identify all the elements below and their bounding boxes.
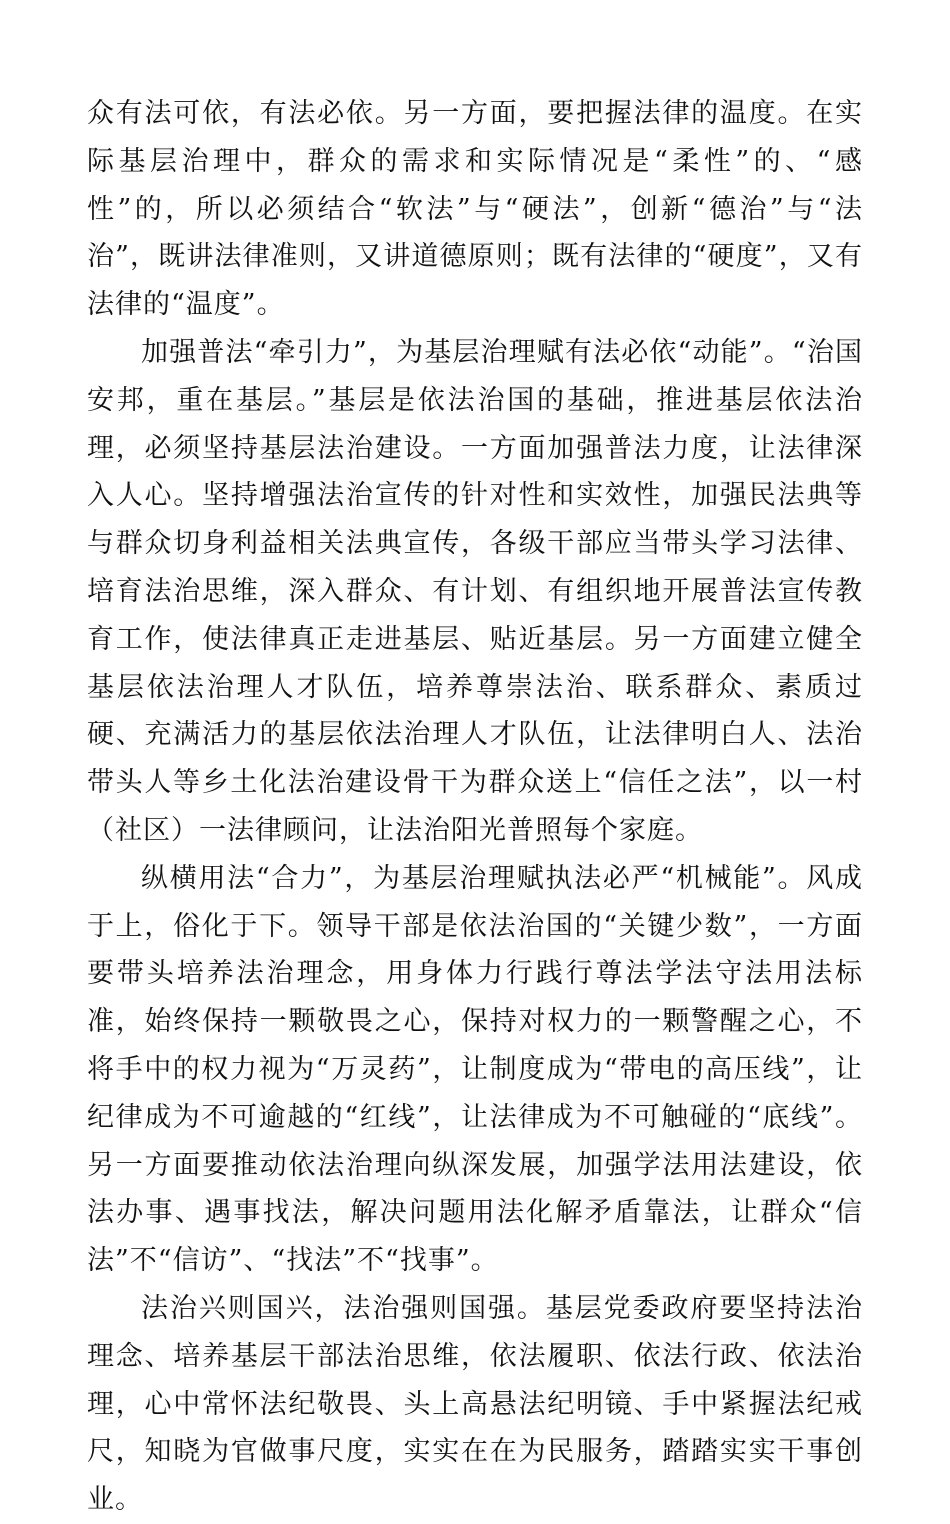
paragraph-2: 加强普法“牵引力”，为基层治理赋有法必依“动能”。“治国安邦，重在基层。”基层是依法治国的基础，推进基层依法治理，必须坚持基层法治建设。一方面加强普法力度，让法律深入人心。坚持增强法治宣传的针对性和实效性，加强民法典等与群众切身利益相关法典宣传，各级干部应当带头学习法律、培育法治思维，深入群众、有计划、有组织地开展普法宣传教育工作，使法律真正走进基层、贴近基层。另一方面建立健全基层依法治理人才队伍，培养尊崇法治、联系群众、素质过硬、充满活力的基层依法治理人才队伍，让法律明白人、法治带头人等乡土化法治建设骨干为群众送上“信任之法”，以一村（社区）一法律顾问，让法治阳光普照每个家庭。	[87, 336, 863, 846]
paragraph-4: 法治兴则国兴，法治强则国强。基层党委政府要坚持法治理念、培养基层干部法治思维，依法履职、依法行政、依法治理，心中常怀法纪敬畏、头上高悬法纪明镜、手中紧握法纪戒尺，知晓为官做事尺度，实实在在为民服务，踏踏实实干事创业。	[87, 1292, 863, 1516]
paragraph-1: 众有法可依，有法必依。另一方面，要把握法律的温度。在实际基层治理中，群众的需求和实际情况是“柔性”的、“感性”的，所以必须结合“软法”与“硬法”，创新“德治”与“法治”，既讲法律准则，又讲道德原则；既有法律的“硬度”，又有法律的“温度”。	[87, 98, 863, 321]
paragraph-3: 纵横用法“合力”，为基层治理赋执法必严“机械能”。风成于上，俗化于下。领导干部是依法治国的“关键少数”，一方面要带头培养法治理念，用身体力行践行尊法学法守法用法标准，始终保持一颗敬畏之心，保持对权力的一颗警醒之心，不将手中的权力视为“万灵药”，让制度成为“带电的高压线”，让纪律成为不可逾越的“红线”，让法律成为不可触碰的“底线”。另一方面要推动依法治理向纵深发展，加强学法用法建设，依法办事、遇事找法，解决问题用法化解矛盾靠法，让群众“信法”不“信访”、“找法”不“找事”。	[87, 862, 863, 1277]
document-body	[87, 90, 863, 1524]
